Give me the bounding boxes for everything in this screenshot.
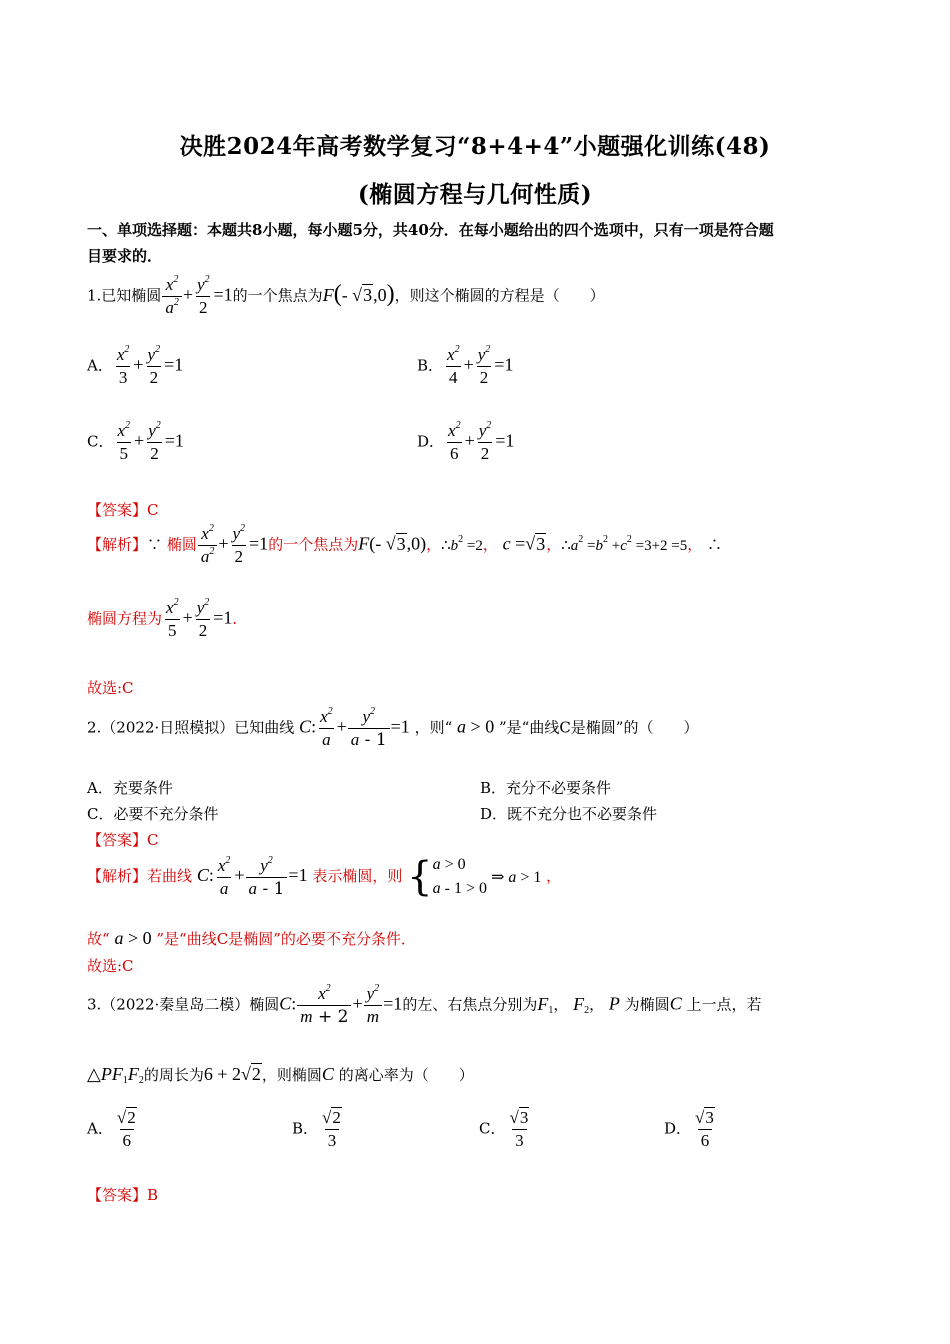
question-3: 3.（2022·秦皇岛二模）椭圆C: $\frac{x^2}{m + 2}$ + $\frac{y^2}{m}$ =1的左、右焦点分别为$F_1$， $F_2$， P 为椭圆C 上一点，若: [87, 983, 762, 1027]
q2-option-d[interactable]: D．既不充分也不必要条件: [480, 805, 658, 823]
q1-analysis-line2: 椭圆方程为 $\frac{x^2}{5}$ + $\frac{y^2}{2}$ =1．: [87, 597, 248, 640]
q3-answer: 【答案】B: [87, 1186, 159, 1204]
q2-conclusion: 故选:C: [87, 957, 134, 975]
q1-analysis: 【解析】∵ 椭圆 $\frac{x^2}{a^2}$ + $\frac{y^2}{2}$ =1的一个焦点为F(- √3,0)，$\therefore b^2 =2$， c =√3，$\therefore a^2 =b^2 +c^2 =3+2 =5$， ∴: [87, 523, 723, 566]
q2-option-a[interactable]: A．充要条件: [87, 779, 173, 797]
q2-analysis-line2: 故“ a > 0 ”是“曲线C是椭圆”的必要不充分条件．: [87, 928, 416, 948]
q3-option-c[interactable]: C． $\frac{√3}{3}$: [479, 1108, 529, 1150]
q1-option-b[interactable]: B． $\frac{x^2}{4}$ + $\frac{y^2}{2}$ =1: [417, 344, 514, 387]
q3-option-a[interactable]: A． $\frac{√2}{6}$: [87, 1108, 136, 1150]
q1-option-a[interactable]: A． $\frac{x^2}{3}$ + $\frac{y^2}{2}$ =1: [87, 344, 184, 387]
section-heading-line1: 一、单项选择题：本题共8小题，每小题5分，共40分．在每小题给出的四个选项中，只有一项是符合题: [87, 221, 774, 239]
question-3-line2: $\triangle PF_1F_2$的周长为6 + 2√2，则椭圆C 的离心率为（ ）: [87, 1064, 474, 1086]
q3-option-d[interactable]: D． $\frac{√3}{6}$: [664, 1108, 714, 1150]
question-2: 2.（2022·日照模拟）已知曲线 C: $\frac{x^2}{a}$ + $\frac{y^2}{a - 1}$ =1 ，则“ a > 0 ”是“曲线C是椭圆”的（ ）: [87, 706, 699, 750]
page-subtitle: (椭圆方程与几何性质): [357, 181, 593, 208]
question-1: 1.已知椭圆 $\frac{x^2}{a^2}$ + $\frac{y^2}{2}$ =1的一个焦点为F(- √3,0)，则这个椭圆的方程是（ ）: [87, 274, 605, 317]
q2-option-b[interactable]: B．充分不必要条件: [480, 779, 612, 797]
q2-analysis: 【解析】若曲线 C: $\frac{x^2}{a}$ + $\frac{y^2}{a - 1}$ =1 表示椭圆，则 { a > 0 a - 1 > 0 ⇒ a > 1 ，: [87, 854, 562, 900]
q1-answer: 【答案】C: [87, 501, 159, 519]
q2-answer: 【答案】C: [87, 831, 159, 849]
q3-option-b[interactable]: B． $\frac{√2}{3}$: [292, 1108, 341, 1150]
q1-option-c[interactable]: C． $\frac{x^2}{5}$ + $\frac{y^2}{2}$ =1: [87, 420, 184, 463]
q2-option-c[interactable]: C．必要不充分条件: [87, 805, 219, 823]
q1-option-d[interactable]: D． $\frac{x^2}{6}$ + $\frac{y^2}{2}$ =1: [417, 420, 515, 463]
q1-conclusion: 故选:C: [87, 679, 134, 697]
section-heading-line2: 目要求的．: [87, 247, 163, 265]
page-title: 决胜2024年高考数学复习“8+4+4”小题强化训练(48): [179, 133, 771, 160]
